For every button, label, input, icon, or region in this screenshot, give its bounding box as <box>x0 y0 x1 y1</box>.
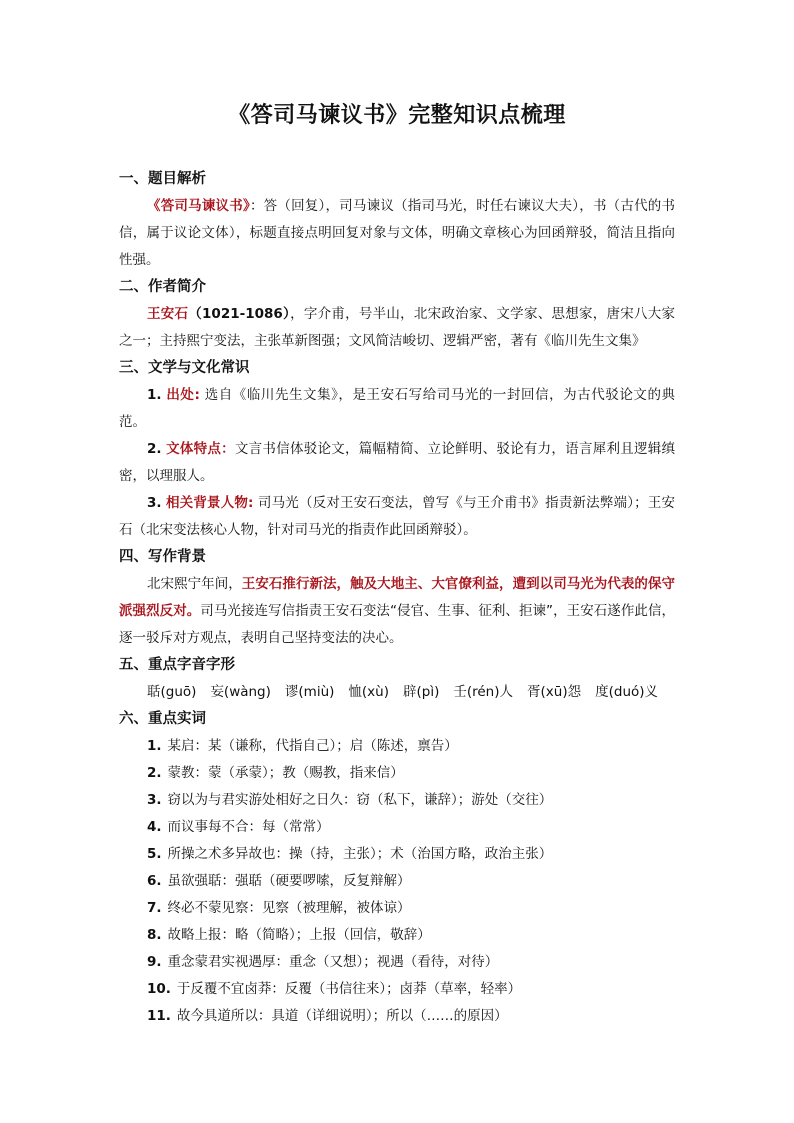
word-item <box>119 895 675 922</box>
section-background <box>119 544 675 652</box>
background-pre: 北宋熙宁年间， <box>147 576 242 592</box>
term-label: 《答司马谏议书》 <box>147 198 250 214</box>
section-heading: 四、写作背景 <box>119 549 206 565</box>
list-item <box>119 382 675 436</box>
item-number: 1. <box>147 738 162 754</box>
item-text: 蒙教：蒙（承蒙）；教（赐教，指来信） <box>167 765 404 781</box>
background-highlight: 王安石推行新法，触及大地主、大官僚利益，遭到以司马光为代表的保守派强烈反对。 <box>119 576 676 619</box>
section-heading: 一、题目解析 <box>119 171 206 187</box>
item-number: 7. <box>147 900 162 916</box>
section-literary-knowledge <box>119 355 675 544</box>
section-title-analysis <box>119 166 675 274</box>
pronunciation-item: 聒(guō) <box>147 684 197 700</box>
pronunciation-item: 妄(wàng) <box>210 684 271 700</box>
item-number: 2. <box>147 765 162 781</box>
item-text: 司马光（反对王安石变法，曾写《与王介甫书》指责新法弊端）；王安石（北宋变法核心人物，针对司马光的指责作此回函辩驳）。 <box>119 495 675 538</box>
word-item <box>119 868 675 895</box>
item-text: 所操之术多异故也：操（持，主张）；术（治国方略，政治主张） <box>167 846 553 862</box>
item-text: 重念蒙君实视遇厚：重念（又想）；视遇（看待，对待） <box>167 954 499 970</box>
item-text: 虽欲强聒：强聒（硬要啰嗦，反复辩解） <box>167 873 411 889</box>
item-text: 而议事每不合：每（常常） <box>167 819 330 835</box>
item-label: 出处: <box>166 387 200 403</box>
section-heading: 二、作者简介 <box>119 279 206 295</box>
item-text: 选自《临川先生文集》，是王安石写给司马光的一封回信，为古代驳论文的典范。 <box>119 387 675 430</box>
word-item <box>119 976 675 1003</box>
section-heading: 五、重点字音字形 <box>119 657 235 673</box>
item-number: 1. <box>147 387 162 403</box>
item-text: 窃以为与君实游处相好之日久：窃（私下，谦辞）；游处（交往） <box>167 792 553 808</box>
author-years: （1021-1086） <box>188 306 291 322</box>
item-text: 文言书信体驳论文，篇幅精简、立论鲜明、驳论有力，语言犀利且逻辑缜密，以理服人。 <box>119 441 676 484</box>
item-number: 3. <box>147 792 162 808</box>
pronunciation-item: 壬(rén)人 <box>453 684 514 700</box>
section-paragraph <box>119 301 675 355</box>
item-number: 8. <box>147 927 162 943</box>
word-item <box>119 949 675 976</box>
document-title: 《答司马谏议书》完整知识点梳理 <box>228 102 566 128</box>
pronunciation-item: 胥(xū)怨 <box>527 684 582 700</box>
section-key-words <box>119 706 675 1030</box>
pronunciation-row <box>119 679 675 706</box>
item-number: 2. <box>147 441 162 457</box>
item-number: 5. <box>147 846 162 862</box>
document-body <box>119 166 675 1030</box>
word-item <box>119 814 675 841</box>
item-label: 文体特点： <box>166 441 235 457</box>
term-text: ：答（回复），司马谏议（指司马光，时任右谏议大夫），书（古代的书信，属于议论文体），标题直接点明回复对象与文体，明确文章核心为回函辩驳，简洁且指向性强。 <box>119 198 676 268</box>
item-text: 故略上报：略（简略）；上报（回信，敬辞） <box>167 927 431 943</box>
word-item <box>119 841 675 868</box>
item-number: 3. <box>147 495 162 511</box>
item-label: 相关背景人物: <box>166 495 254 511</box>
section-author <box>119 274 675 355</box>
pronunciation-item: 度(duó)义 <box>595 684 659 700</box>
word-item <box>119 760 675 787</box>
item-text: 某启：某（谦称，代指自己）；启（陈述，禀告） <box>167 738 458 754</box>
item-text: 故今具道所以：具道（详细说明）；所以（……的原因） <box>176 1008 508 1024</box>
author-text: ，字介甫，号半山，北宋政治家、文学家、思想家，唐宋八大家之一；主持熙宁变法，主张革新图强；文风简洁峻切、逻辑严密，著有《临川先生文集》 <box>119 306 676 349</box>
pronunciation-item: 辟(pì) <box>403 684 440 700</box>
item-text: 终必不蒙见察：见察（被理解，被体谅） <box>167 900 411 916</box>
word-item <box>119 733 675 760</box>
section-paragraph <box>119 571 675 652</box>
section-heading: 三、文学与文化常识 <box>119 360 250 376</box>
background-post: 司马光接连写信指责王安石变法“侵官、生事、征利、拒谏”，王安石遂作此信，逐一驳斥对方观点，表明自己坚持变法的决心。 <box>119 603 675 646</box>
section-heading: 六、重点实词 <box>119 711 206 727</box>
pronunciation-item: 谬(miù) <box>284 684 335 700</box>
list-item <box>119 490 675 544</box>
list-item <box>119 436 675 490</box>
item-text: 于反覆不宜卤莽：反覆（书信往来）；卤莽（草率，轻率） <box>176 981 522 997</box>
word-item <box>119 787 675 814</box>
author-name: 王安石 <box>147 306 189 322</box>
word-item <box>119 1003 675 1030</box>
section-paragraph <box>119 193 675 274</box>
section-pronunciation <box>119 652 675 706</box>
item-number: 4. <box>147 819 162 835</box>
item-number: 11. <box>147 1008 171 1024</box>
item-number: 6. <box>147 873 162 889</box>
item-number: 9. <box>147 954 162 970</box>
pronunciation-item: 恤(xù) <box>348 684 389 700</box>
item-number: 10. <box>147 981 171 997</box>
word-item <box>119 922 675 949</box>
